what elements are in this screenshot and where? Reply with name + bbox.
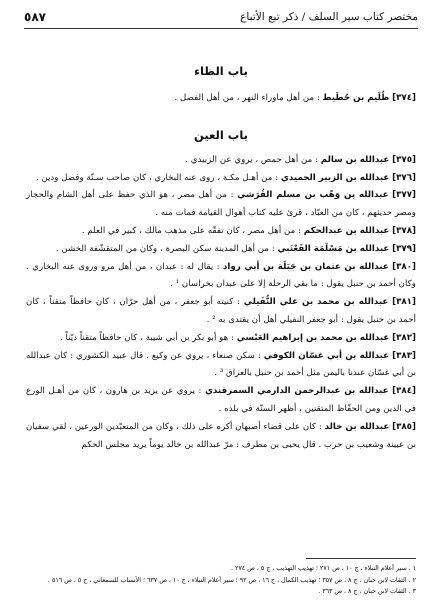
entry-text: : كان على قضاء أصبهان أكره على ذلك ، وكان من المتعبّدين الورعين ، لقي سفيان بن عيينة وشعيب بن حرب . قال يحيى بن مطرف : مرّ عبدالله بن خالد يوماً يريد مجلس الحكم bbox=[26, 421, 416, 450]
entry-number: [٣٨٢] bbox=[392, 332, 416, 343]
biography-entry bbox=[26, 170, 416, 188]
entry-name: عبدالله بن عبدالحكم bbox=[303, 225, 390, 236]
biography-entry bbox=[26, 187, 416, 223]
entry-text: : كنيته أبو جعفر ، من أهل حرّان ، كان حافظاً متقناً ، كان أحمد بن حنبل يقول : أبو جعفر النفيلي أهل أن يقتدى به ² . bbox=[26, 297, 416, 325]
biography-entry bbox=[26, 223, 416, 241]
entry-text: : من أهل حمص ، يروي عن الزبيدي . bbox=[185, 154, 318, 165]
entry-name: عبدالله بن محمد بن إبراهيم العَبْسي bbox=[236, 332, 390, 343]
entry-text: : من أهل مصر ، كان تفقّه على مذهب مالك ، كبير في العلم . bbox=[81, 225, 302, 236]
entry-number: [٣٧٥] bbox=[392, 154, 416, 165]
section-heading: باب العين bbox=[194, 127, 248, 142]
entry-name: ظُلَيم بن حُطَيط bbox=[322, 93, 390, 103]
biography-entry bbox=[26, 330, 416, 348]
entry-text: : من أهل ماوراء النهر ، من أهل الفضل . bbox=[174, 93, 320, 103]
page-body bbox=[26, 60, 416, 454]
entry-number: [٣٨٣] bbox=[392, 350, 417, 361]
running-title: مختصر كتاب سير السلف / ذكر تبع الأتباع bbox=[240, 11, 418, 23]
entry-name: عبدالله بن أبي غسّان الكوفي bbox=[263, 350, 390, 361]
entry-name: عبدالله بن خالد bbox=[324, 421, 390, 432]
entry-text: : يقال له : عبدان ، من أهل مرو وروى عنه البخاري . وكان أحمد بن حنبل يقول : ما بقي الرحلة إلا على عبدان بخراسان ¹ . bbox=[26, 261, 416, 290]
entry-number: [٣٨٤] bbox=[392, 386, 416, 397]
page-header bbox=[24, 8, 418, 26]
entry-text: : من أهل المدينة سكن البصرة ، وكان من المتقشّفة الخشن . bbox=[55, 243, 275, 254]
section-heading: باب الظاء bbox=[194, 64, 248, 78]
entry-name: عبدالله بن عثمان بن جَبَلَة بن أبي رواد bbox=[222, 261, 389, 272]
biography-entry bbox=[26, 294, 416, 330]
entry-number: [٣٧٨] bbox=[392, 225, 416, 236]
entry-name: عبدالله بن مَسْلَمَة القَعْنَبي bbox=[277, 243, 390, 254]
entry-number: [٣٨٠] bbox=[392, 261, 416, 272]
entry-text: : من أهـل مكـة ، روى عنه البخاري ، كان صاحب سـنّة وفضل ودين . bbox=[35, 172, 279, 183]
entry-number: [٣٨٥] bbox=[392, 421, 416, 432]
biography-entry bbox=[26, 152, 416, 170]
page-number: ٥٨٧ bbox=[24, 10, 46, 24]
biography-entry bbox=[26, 348, 416, 384]
entry-text: : سكن صنعاء ، يروي عن وكيع . قال عبيد الكشوري : كان عبدالله بن أبي غسّان عندنا باليمن مثل أحمد بن حنبل بالعراق ³ . bbox=[26, 350, 416, 379]
entry-text: : يروي عن يزيد بن هارون ، كان من أهـل الورع في الدين ومن الحفّاظ المتقنين ، أظهر السنّة في بلده . bbox=[26, 386, 416, 414]
entry-number: [٣٧٦] bbox=[392, 172, 416, 183]
entry-number: [٣٨١] bbox=[392, 297, 416, 308]
entry-number: [٣٧٤] bbox=[392, 93, 416, 103]
entry-number: [٣٧٩] bbox=[392, 243, 416, 254]
entry-name: عبدالله بن سالم bbox=[320, 154, 390, 165]
entry-text: : من أهل مصر ، هو الذي حفظ على أهل الشام والحجاز ومصر حديثهم ، كان من العبّاد ، قرئ عليه كتاب أهوال القيامة فمات منه . bbox=[26, 190, 416, 219]
footnote: ١ . سير أعلام النبلاء ، ج ١٠ ، ص ٢٧١ ؛ تهذيب التهذيب ، ج ٥ ، ص ٢٧٤ . bbox=[230, 565, 416, 572]
entry-name: عبدالله بن محمد بن علي النُّفَيلي bbox=[243, 297, 389, 308]
footnote-rule bbox=[306, 558, 416, 559]
entry-name: عبدالله بن عبدالرحمن الدارمي السمرقندي bbox=[204, 386, 389, 397]
biography-entry bbox=[26, 383, 416, 419]
entry-name: عبدالله بن الزبير الحميدي bbox=[280, 172, 390, 183]
biography-entry bbox=[26, 90, 416, 108]
biography-entry bbox=[26, 259, 416, 295]
header-rule bbox=[24, 28, 418, 29]
entry-name: عبدالله بن وَهْب بن مسلم القُرَشي bbox=[237, 190, 389, 201]
footnotes bbox=[26, 563, 416, 598]
biography-entry bbox=[26, 419, 416, 455]
entry-text: : هو أبو بكر بن أبي شيبة ، كان حافظاً متقناً ديّناً . bbox=[60, 332, 234, 343]
footnote: ٣ . الثقات لابن حبان ، ج ٨ ، ص ٣٦٣ . bbox=[318, 588, 416, 595]
biography-entry bbox=[26, 241, 416, 259]
footnote: ٢ . الثقات لابن حبان ، ج ٨ ، ص ٣٥٧ ؛ تهذيب الكمال ، ج ١٦ ، ص ٩٢ ؛ سير أعلام النبلاء ، ج ١٠ ، ص ٦٣٧ ؛ الأنساب للسمعاني ، ج ٥ ، ص ٥١٦ . bbox=[47, 576, 416, 584]
entry-number: [٣٧٧] bbox=[392, 190, 416, 201]
